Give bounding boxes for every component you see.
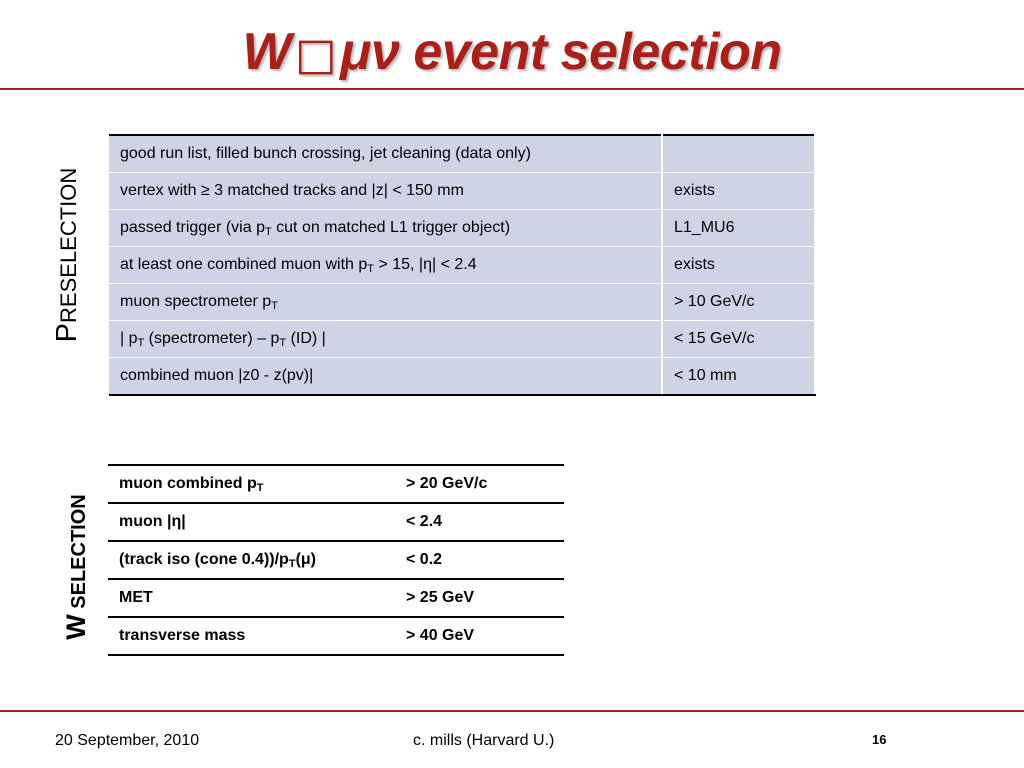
cut-cell — [109, 247, 662, 284]
cut-cell: combined muon |z0 - z(pv)| — [109, 358, 662, 396]
table-row — [109, 284, 815, 321]
subscript: T — [279, 337, 287, 349]
cut-text: (μ) — [295, 551, 317, 568]
value-cell: > 10 GeV/c — [662, 284, 815, 321]
cut-text: at least one combined muon with p — [120, 256, 368, 273]
footer-rule — [0, 710, 1024, 712]
value-cell: > 25 GeV — [395, 579, 564, 617]
subscript: T — [271, 300, 278, 312]
table-row — [109, 358, 815, 396]
cut-cell — [109, 321, 662, 358]
value-cell: > 20 GeV/c — [395, 465, 564, 503]
subscript: T — [288, 558, 296, 570]
table-row — [109, 173, 815, 210]
value-cell: < 2.4 — [395, 503, 564, 541]
table-row — [108, 465, 564, 503]
w-selection-label — [61, 477, 91, 657]
cut-cell — [109, 284, 662, 321]
title-text: event selection — [399, 23, 782, 81]
table-row — [109, 210, 815, 247]
subscript: T — [256, 482, 264, 494]
w-selection-label-cap: W — [61, 614, 91, 640]
slide-title — [0, 22, 1024, 82]
w-selection-table — [108, 464, 564, 656]
preselection-label-cap: P — [51, 322, 83, 343]
table-row — [109, 135, 815, 173]
cut-text: | p — [120, 330, 138, 347]
footer-date: 20 September, 2010 — [55, 732, 200, 749]
value-cell: > 40 GeV — [395, 617, 564, 655]
subscript: T — [367, 263, 374, 275]
cut-text: muon combined p — [119, 475, 257, 492]
subscript: T — [137, 337, 145, 349]
table-row — [108, 503, 564, 541]
cut-cell: good run list, filled bunch crossing, jet cleaning (data only) — [109, 135, 662, 173]
page-number: 16 — [872, 732, 887, 747]
cut-cell: muon |η| — [108, 503, 395, 541]
cut-cell — [108, 465, 395, 503]
value-cell: L1_MU6 — [662, 210, 815, 247]
title-mu-nu: μν — [340, 23, 400, 81]
title-w: W — [242, 23, 292, 81]
value-cell: exists — [662, 173, 815, 210]
cut-cell: vertex with ≥ 3 matched tracks and |z| < 150 mm — [109, 173, 662, 210]
preselection-label — [52, 165, 82, 345]
table-row — [109, 321, 815, 358]
table-row — [109, 247, 815, 284]
value-cell: < 15 GeV/c — [662, 321, 815, 358]
cut-text: passed trigger (via p — [120, 219, 265, 236]
value-cell: exists — [662, 247, 815, 284]
cut-text: muon spectrometer p — [120, 293, 272, 310]
cut-text: (spectrometer) – p — [144, 330, 280, 347]
cut-cell — [109, 210, 662, 247]
cut-cell — [108, 541, 395, 579]
subscript: T — [264, 226, 272, 238]
table-row — [108, 579, 564, 617]
table-row — [108, 617, 564, 655]
w-selection-label-rest: SELECTION — [68, 494, 90, 615]
value-cell: < 10 mm — [662, 358, 815, 396]
preselection-label-rest: RESELECTION — [56, 167, 81, 323]
cut-text: > 15, |η| < 2.4 — [374, 256, 477, 273]
footer-author: c. mills (Harvard U.) — [413, 732, 555, 749]
cut-text: cut on matched L1 trigger object) — [271, 219, 511, 236]
preselection-table — [109, 134, 816, 396]
cut-text: (ID) | — [286, 330, 326, 347]
table-row — [108, 541, 564, 579]
cut-cell: transverse mass — [108, 617, 395, 655]
value-cell: < 0.2 — [395, 541, 564, 579]
title-missing-glyph: □ — [295, 29, 337, 80]
cut-cell: MET — [108, 579, 395, 617]
value-cell — [662, 135, 815, 173]
cut-text: (track iso (cone 0.4))/p — [119, 551, 289, 568]
title-underline — [0, 88, 1024, 90]
